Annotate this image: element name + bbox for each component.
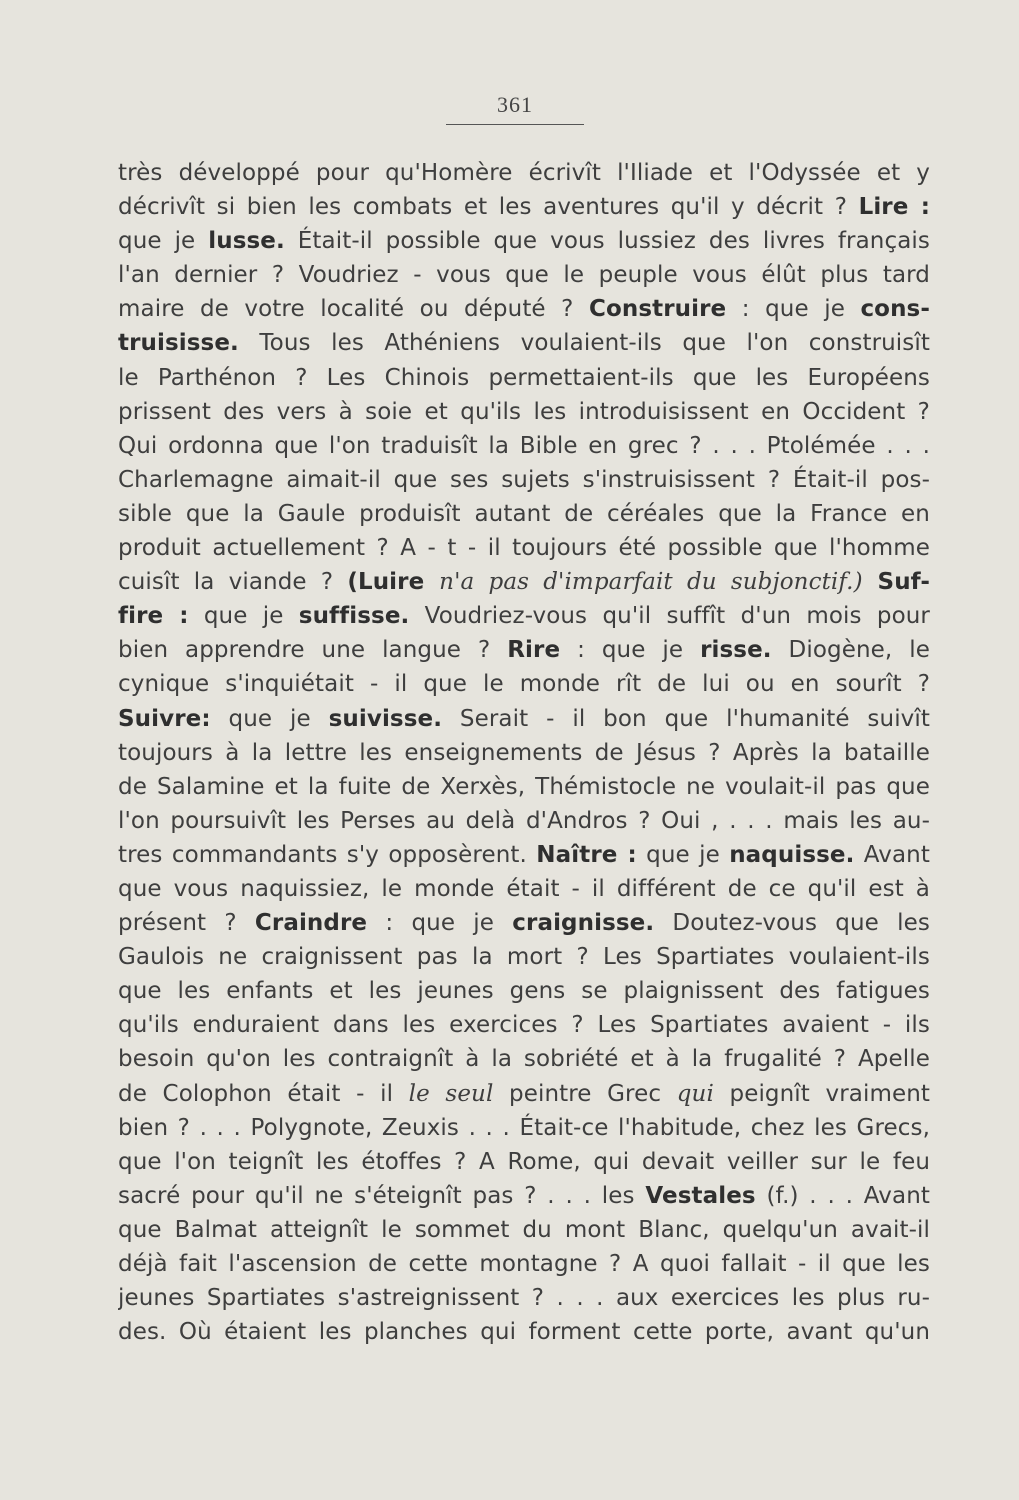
text-segment: Serait - il bon que l'humanité suivît	[442, 705, 930, 732]
text-line	[118, 1315, 930, 1349]
text-line	[118, 292, 930, 326]
text-segment: produit actuellement ? A - t - il toujours été possible que l'homme	[118, 535, 930, 562]
text-line	[118, 224, 930, 258]
text-segment: Était-il possible que vous lussiez des livres français	[284, 228, 930, 255]
text-segment: déjà fait l'ascension de cette montagne ? A quoi fallait - il que les	[118, 1251, 930, 1277]
bold-term: naquisse.	[729, 841, 855, 868]
text-line	[118, 633, 930, 667]
text-segment: : que je	[560, 637, 701, 664]
text-line	[118, 395, 930, 429]
italic-text: qui	[676, 1080, 714, 1107]
bold-term: cons-	[860, 296, 930, 323]
text-line	[118, 1077, 930, 1111]
text-line	[118, 940, 930, 974]
text-segment: de Colophon était - il	[118, 1080, 409, 1107]
text-line	[118, 497, 930, 531]
text-segment: bien ? . . . Polygnote, Zeuxis . . . Était-ce l'habitude, chez les Grecs,	[118, 1114, 930, 1141]
text-segment: Doutez-vous que les	[654, 910, 930, 937]
bold-term: Suivre:	[118, 705, 211, 732]
text-line	[118, 1111, 930, 1145]
text-line	[118, 463, 930, 497]
bold-term: Lire :	[858, 194, 930, 221]
text-line	[118, 804, 930, 838]
text-segment: sible que la Gaule produisît autant de céréales que la France en	[118, 500, 930, 527]
bold-term: Construire	[588, 296, 727, 323]
text-line	[118, 1179, 930, 1213]
text-line	[118, 1145, 930, 1179]
text-segment: que les enfants et les jeunes gens se plaignissent des fatigues	[118, 978, 930, 1005]
text-segment: toujours à la lettre les enseignements de Jésus ? Après la bataille	[118, 739, 930, 766]
text-line	[118, 838, 930, 872]
page-number: 361	[497, 92, 533, 117]
text-segment: l'on poursuivît les Perses au delà d'Andros ? Oui , . . . mais les au-	[118, 807, 930, 834]
text-segment: que vous naquissiez, le monde était - il différent de ce qu'il est à	[118, 875, 930, 902]
body-text	[118, 156, 930, 1349]
text-line	[118, 565, 930, 599]
text-segment: que je	[210, 705, 329, 732]
text-segment: que Balmat atteignît le sommet du mont Blanc, quelqu'un avait-il	[118, 1216, 930, 1243]
text-line	[118, 429, 930, 463]
text-line	[118, 1213, 930, 1247]
bold-term: Naître :	[536, 841, 637, 868]
text-segment: (f.) . . . Avant	[755, 1182, 930, 1209]
text-segment: très développé pour qu'Homère écrivît l'Iliade et l'Odyssée et y	[118, 160, 930, 186]
text-line	[118, 872, 930, 906]
text-line	[118, 667, 930, 701]
text-segment: jeunes Spartiates s'astreignissent ? . . . aux exercices les plus ru-	[118, 1285, 930, 1312]
bold-term: truisisse.	[118, 330, 239, 357]
text-segment: que l'on teignît les étoffes ? A Rome, qui devait veiller sur le feu	[118, 1148, 930, 1175]
text-segment: sacré pour qu'il ne s'éteignît pas ? . . . les	[118, 1182, 646, 1209]
text-segment: Charlemagne aimait-il que ses sujets s'instruisissent ? Était-il pos-	[118, 466, 930, 493]
bold-term: craignisse.	[512, 910, 655, 937]
text-segment: cuisît la viande ?	[118, 569, 348, 596]
bold-term: lusse.	[208, 228, 285, 255]
text-segment: présent ?	[118, 910, 255, 937]
bold-term: Suf-	[862, 569, 930, 596]
text-line	[118, 258, 930, 292]
text-segment: Diogène, le	[771, 637, 930, 664]
bold-term: Vestales	[645, 1182, 756, 1209]
text-line	[118, 736, 930, 770]
text-segment: qu'ils enduraient dans les exercices ? Les Spartiates avaient - ils	[118, 1012, 930, 1039]
text-line	[118, 906, 930, 940]
text-segment: Gaulois ne craignissent pas la mort ? Les Spartiates voulaient-ils	[118, 944, 930, 971]
bold-term: suivisse.	[328, 705, 443, 732]
text-segment: des. Où étaient les planches qui forment cette porte, avant qu'un	[118, 1319, 930, 1346]
bold-term: suffisse.	[298, 603, 410, 630]
text-line	[118, 702, 930, 736]
text-line	[118, 361, 930, 395]
text-segment: que je	[188, 603, 299, 630]
text-line	[118, 190, 930, 224]
text-segment: besoin qu'on les contraignît à la sobriété et à la frugalité ? Apelle	[118, 1046, 930, 1073]
text-segment: que je	[636, 841, 730, 868]
text-line	[118, 531, 930, 565]
text-segment: Avant	[854, 841, 930, 868]
text-segment: peignît vraiment	[713, 1080, 930, 1107]
text-line	[118, 974, 930, 1008]
text-line	[118, 1247, 930, 1281]
bold-term: risse.	[700, 637, 772, 664]
text-segment: Qui ordonna que l'on traduisît la Bible en grec ? . . . Ptolémée . . .	[118, 432, 930, 459]
text-line	[118, 156, 930, 190]
text-segment: maire de votre localité ou député ?	[118, 296, 589, 323]
text-segment: que je	[118, 228, 209, 255]
text-segment: : que je	[367, 910, 513, 937]
text-line	[118, 1008, 930, 1042]
text-line	[118, 1281, 930, 1315]
italic-text: le seul	[408, 1080, 494, 1107]
text-line	[118, 1042, 930, 1076]
text-segment: : que je	[726, 296, 861, 323]
text-segment: prissent des vers à soie et qu'ils les introduisissent en Occident ?	[118, 398, 930, 425]
italic-text: n'a pas d'imparfait du subjonctif.)	[439, 569, 863, 596]
text-segment: peintre Grec	[493, 1080, 677, 1107]
text-segment: de Salamine et la fuite de Xerxès, Thémistocle ne voulait-il pas que	[118, 773, 930, 800]
header-rule	[446, 124, 584, 125]
bold-term: fire :	[118, 603, 189, 630]
text-segment: bien apprendre une langue ?	[118, 637, 508, 664]
bold-term: (Luire	[347, 569, 440, 596]
text-segment: le Parthénon ? Les Chinois permettaient-ils que les Européens	[118, 364, 930, 391]
text-segment: l'an dernier ? Voudriez - vous que le peuple vous élût plus tard	[118, 262, 930, 289]
bold-term: Craindre	[254, 910, 368, 937]
text-line	[118, 599, 930, 633]
text-line	[118, 770, 930, 804]
text-line	[118, 326, 930, 360]
text-segment: Tous les Athéniens voulaient-ils que l'on construisît	[238, 330, 930, 357]
text-segment: Voudriez-vous qu'il suffît d'un mois pour	[409, 603, 930, 630]
bold-term: Rire	[507, 637, 561, 664]
text-segment: tres commandants s'y opposèrent.	[118, 841, 537, 868]
text-segment: décrivît si bien les combats et les aventures qu'il y décrit ?	[118, 194, 859, 221]
text-segment: cynique s'inquiétait - il que le monde rît de lui ou en sourît ?	[118, 671, 930, 698]
